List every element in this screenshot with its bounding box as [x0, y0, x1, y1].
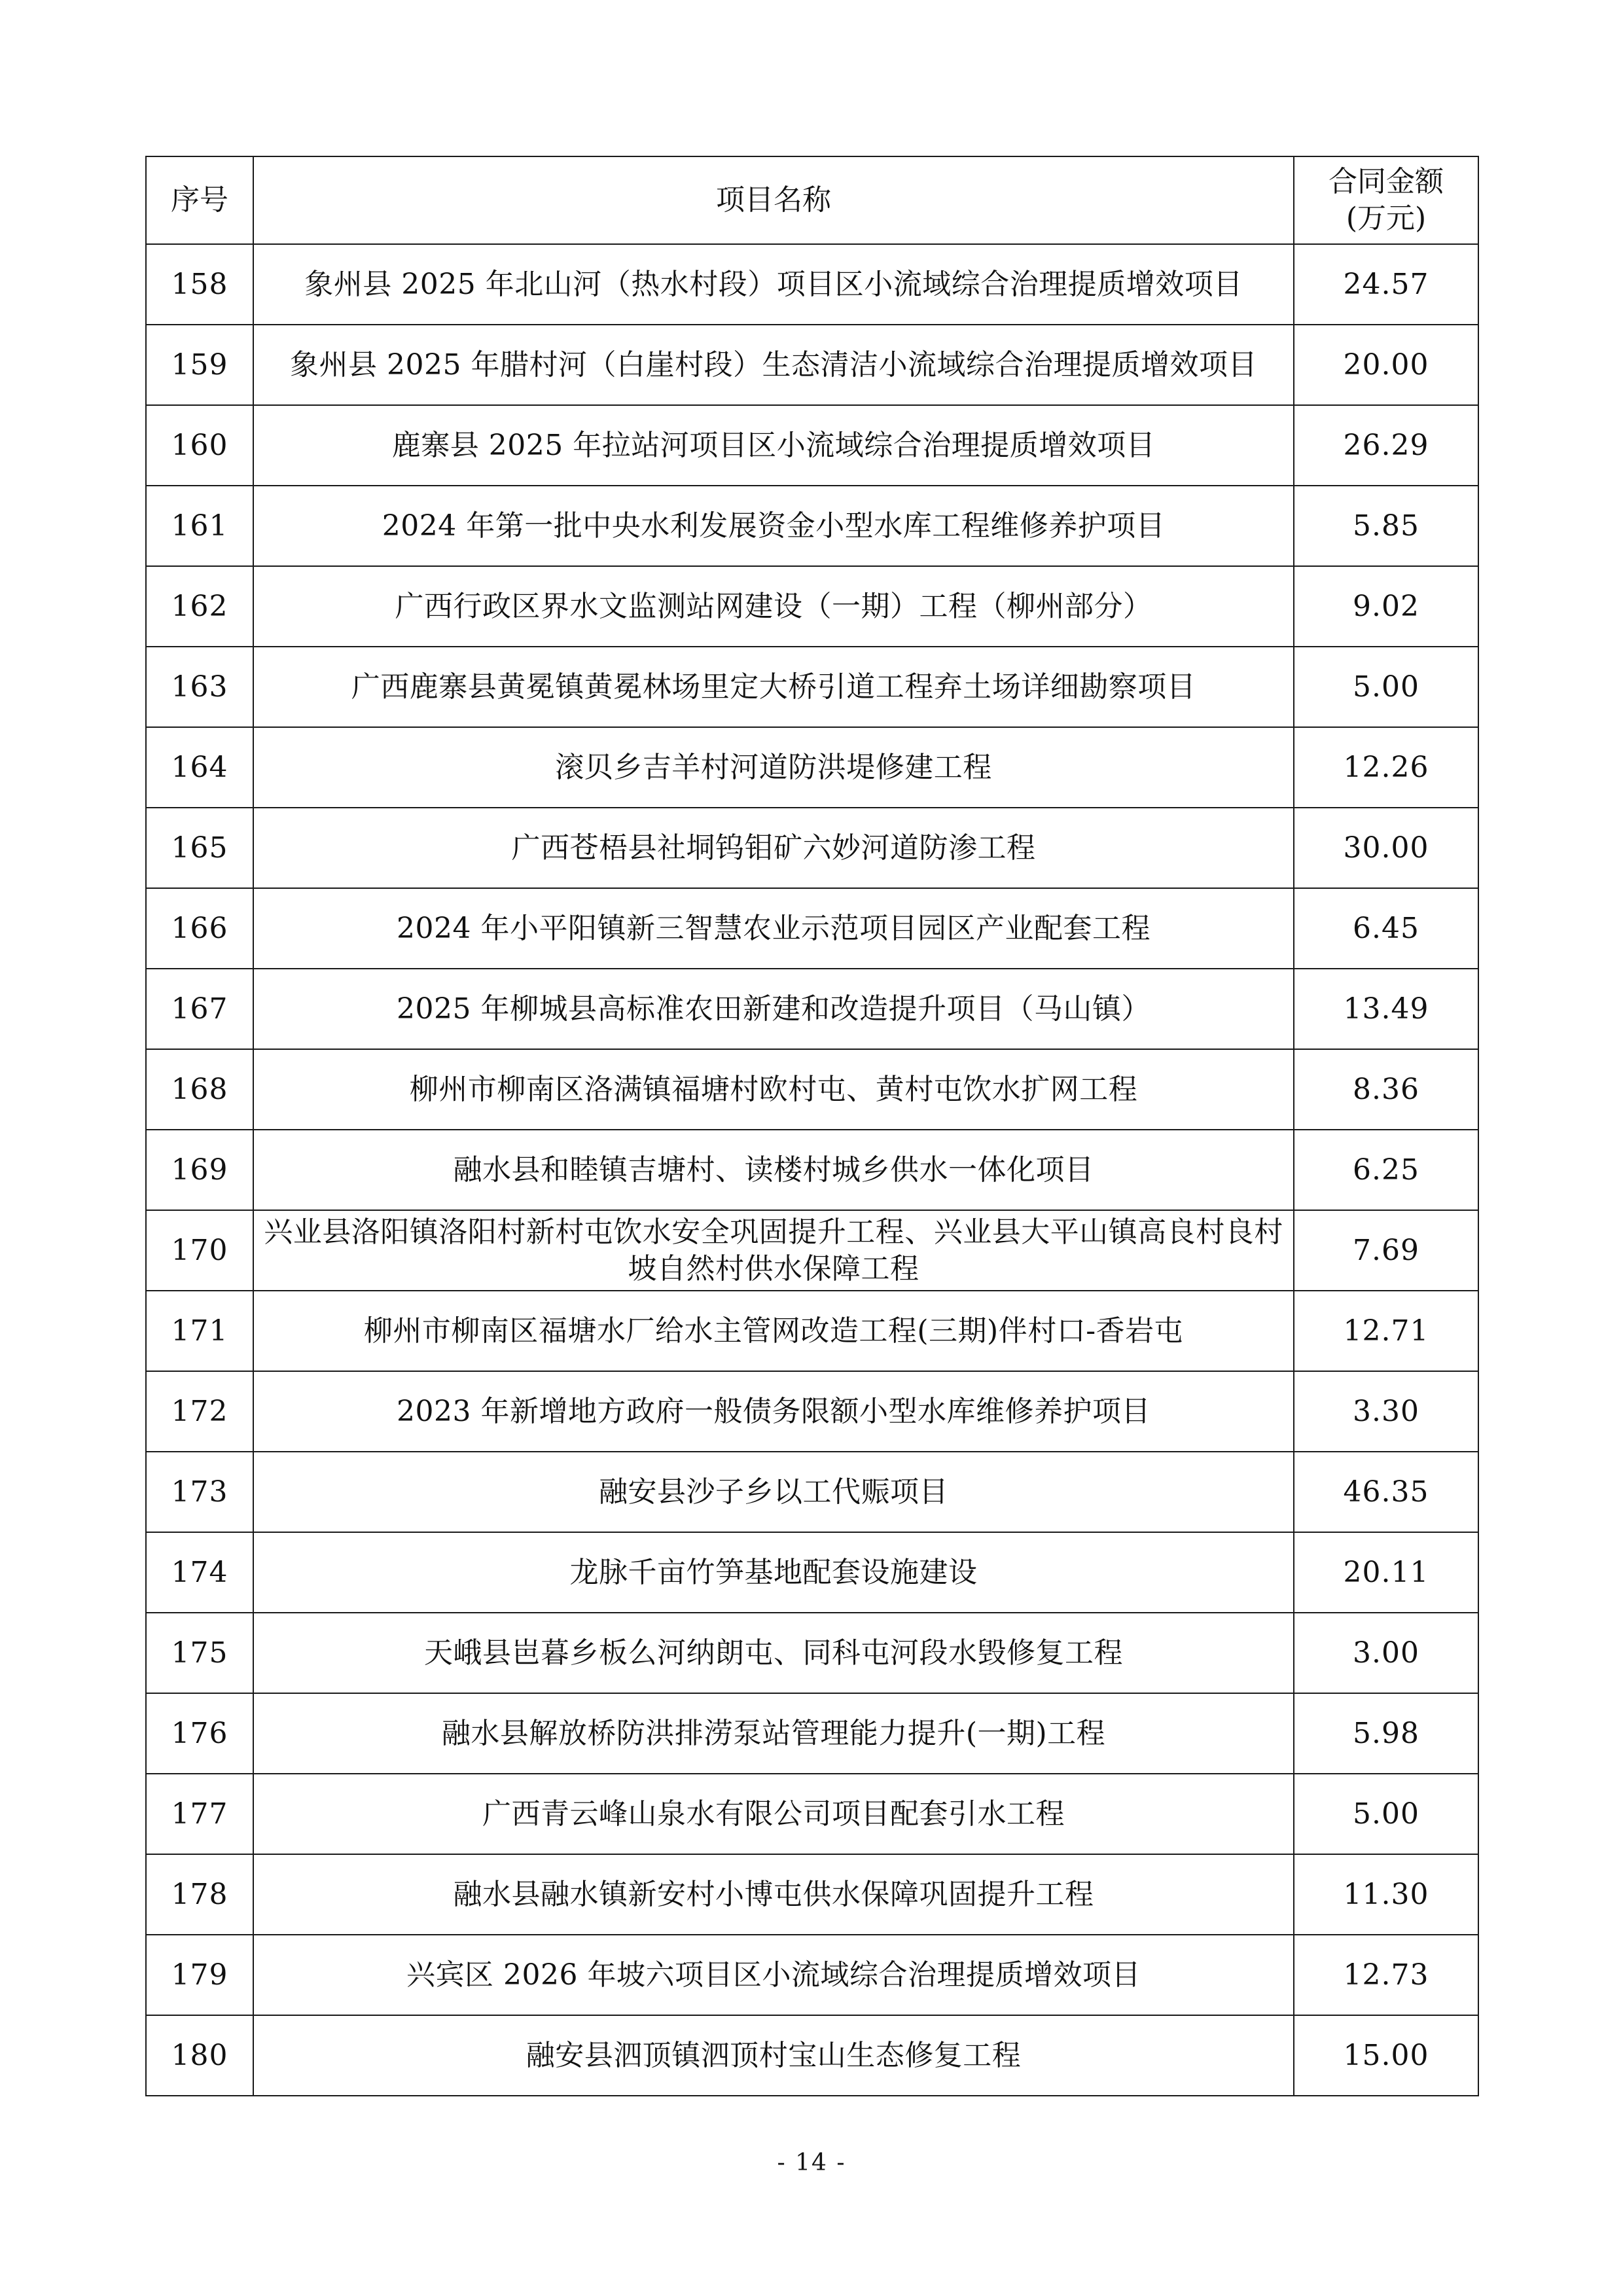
- project-name-cell: 象州县 2025 年北山河（热水村段）项目区小流域综合治理提质增效项目: [253, 244, 1294, 325]
- project-contract-table: [145, 156, 1479, 2096]
- contract-amount-cell: 5.00: [1294, 647, 1478, 727]
- table-row: [146, 2015, 1478, 2096]
- contract-amount-cell: 8.36: [1294, 1049, 1478, 1130]
- serial-number-cell: 161: [146, 486, 253, 566]
- contract-amount-cell: 9.02: [1294, 566, 1478, 647]
- serial-number-cell: 165: [146, 808, 253, 888]
- serial-number-cell: 179: [146, 1935, 253, 2015]
- contract-amount-cell: 6.25: [1294, 1130, 1478, 1210]
- table-row: [146, 1291, 1478, 1371]
- contract-amount-cell: 26.29: [1294, 405, 1478, 486]
- serial-number-cell: 171: [146, 1291, 253, 1371]
- table-row: [146, 1774, 1478, 1854]
- contract-amount-cell: 20.00: [1294, 325, 1478, 405]
- serial-number-cell: 177: [146, 1774, 253, 1854]
- header-project-name: 项目名称: [253, 156, 1294, 244]
- serial-number-cell: 176: [146, 1693, 253, 1774]
- project-name-cell: 融安县泗顶镇泗顶村宝山生态修复工程: [253, 2015, 1294, 2096]
- project-name-cell: 融水县融水镇新安村小博屯供水保障巩固提升工程: [253, 1854, 1294, 1935]
- table-row: [146, 647, 1478, 727]
- table-row: [146, 325, 1478, 405]
- table-body: [146, 244, 1478, 2096]
- project-name-cell: 广西行政区界水文监测站网建设（一期）工程（柳州部分）: [253, 566, 1294, 647]
- serial-number-cell: 168: [146, 1049, 253, 1130]
- project-name-cell: 兴宾区 2026 年坡六项目区小流域综合治理提质增效项目: [253, 1935, 1294, 2015]
- serial-number-cell: 163: [146, 647, 253, 727]
- serial-number-cell: 169: [146, 1130, 253, 1210]
- project-name-cell: 鹿寨县 2025 年拉站河项目区小流域综合治理提质增效项目: [253, 405, 1294, 486]
- table-row: [146, 1613, 1478, 1693]
- serial-number-cell: 159: [146, 325, 253, 405]
- serial-number-cell: 160: [146, 405, 253, 486]
- table-row: [146, 1854, 1478, 1935]
- project-name-cell: 柳州市柳南区福塘水厂给水主管网改造工程(三期)伴村口-香岩屯: [253, 1291, 1294, 1371]
- table-row: [146, 1452, 1478, 1532]
- serial-number-cell: 164: [146, 727, 253, 808]
- contract-amount-cell: 13.49: [1294, 969, 1478, 1049]
- table-row: [146, 1693, 1478, 1774]
- contract-amount-cell: 11.30: [1294, 1854, 1478, 1935]
- project-name-cell: 2025 年柳城县高标准农田新建和改造提升项目（马山镇）: [253, 969, 1294, 1049]
- project-name-cell: 天峨县岜暮乡板么河纳朗屯、同科屯河段水毁修复工程: [253, 1613, 1294, 1693]
- contract-amount-cell: 5.98: [1294, 1693, 1478, 1774]
- project-name-cell: 广西青云峰山泉水有限公司项目配套引水工程: [253, 1774, 1294, 1854]
- header-contract-amount: [1294, 156, 1478, 244]
- project-name-cell: 象州县 2025 年腊村河（白崖村段）生态清洁小流域综合治理提质增效项目: [253, 325, 1294, 405]
- table-row: [146, 969, 1478, 1049]
- table-row: [146, 1049, 1478, 1130]
- contract-amount-cell: 24.57: [1294, 244, 1478, 325]
- contract-amount-cell: 30.00: [1294, 808, 1478, 888]
- serial-number-cell: 174: [146, 1532, 253, 1613]
- table-row: [146, 1371, 1478, 1452]
- contract-amount-cell: 20.11: [1294, 1532, 1478, 1613]
- contract-amount-cell: 12.71: [1294, 1291, 1478, 1371]
- contract-amount-cell: 6.45: [1294, 888, 1478, 969]
- project-name-cell: 龙脉千亩竹笋基地配套设施建设: [253, 1532, 1294, 1613]
- page-number: - 14 -: [777, 2149, 846, 2176]
- table-row: [146, 808, 1478, 888]
- serial-number-cell: 167: [146, 969, 253, 1049]
- contract-amount-cell: 7.69: [1294, 1210, 1478, 1291]
- project-name-cell: 兴业县洛阳镇洛阳村新村屯饮水安全巩固提升工程、兴业县大平山镇高良村良村坡自然村供水保障工程: [253, 1210, 1294, 1291]
- contract-amount-cell: 15.00: [1294, 2015, 1478, 2096]
- serial-number-cell: 172: [146, 1371, 253, 1452]
- project-name-cell: 融水县解放桥防洪排涝泵站管理能力提升(一期)工程: [253, 1693, 1294, 1774]
- table-row: [146, 486, 1478, 566]
- serial-number-cell: 162: [146, 566, 253, 647]
- serial-number-cell: 175: [146, 1613, 253, 1693]
- table-row: [146, 888, 1478, 969]
- table-header-row: [146, 156, 1478, 244]
- project-name-cell: 融安县沙子乡以工代赈项目: [253, 1452, 1294, 1532]
- table-row: [146, 1935, 1478, 2015]
- project-name-cell: 融水县和睦镇吉塘村、读楼村城乡供水一体化项目: [253, 1130, 1294, 1210]
- table-row: [146, 405, 1478, 486]
- project-name-cell: 2023 年新增地方政府一般债务限额小型水库维修养护项目: [253, 1371, 1294, 1452]
- contract-amount-cell: 3.30: [1294, 1371, 1478, 1452]
- project-name-cell: 滚贝乡吉羊村河道防洪堤修建工程: [253, 727, 1294, 808]
- table-row: [146, 727, 1478, 808]
- project-name-cell: 广西苍梧县社垌钨钼矿六妙河道防渗工程: [253, 808, 1294, 888]
- table-row: [146, 1532, 1478, 1613]
- contract-amount-cell: 12.26: [1294, 727, 1478, 808]
- serial-number-cell: 166: [146, 888, 253, 969]
- project-name-cell: 柳州市柳南区洛满镇福塘村欧村屯、黄村屯饮水扩网工程: [253, 1049, 1294, 1130]
- serial-number-cell: 173: [146, 1452, 253, 1532]
- table-row: [146, 566, 1478, 647]
- contract-amount-cell: 5.85: [1294, 486, 1478, 566]
- header-serial-number: 序号: [146, 156, 253, 244]
- serial-number-cell: 158: [146, 244, 253, 325]
- header-contract-amount-label: 合同金额 (万元): [1329, 165, 1444, 235]
- contract-amount-cell: 5.00: [1294, 1774, 1478, 1854]
- project-name-cell: 2024 年第一批中央水利发展资金小型水库工程维修养护项目: [253, 486, 1294, 566]
- table-row: [146, 244, 1478, 325]
- project-name-cell: 2024 年小平阳镇新三智慧农业示范项目园区产业配套工程: [253, 888, 1294, 969]
- table-row: [146, 1130, 1478, 1210]
- serial-number-cell: 178: [146, 1854, 253, 1935]
- contract-amount-cell: 12.73: [1294, 1935, 1478, 2015]
- serial-number-cell: 170: [146, 1210, 253, 1291]
- serial-number-cell: 180: [146, 2015, 253, 2096]
- contract-amount-cell: 46.35: [1294, 1452, 1478, 1532]
- contract-amount-cell: 3.00: [1294, 1613, 1478, 1693]
- project-name-cell: 广西鹿寨县黄冕镇黄冕林场里定大桥引道工程弃土场详细勘察项目: [253, 647, 1294, 727]
- table-row: [146, 1210, 1478, 1291]
